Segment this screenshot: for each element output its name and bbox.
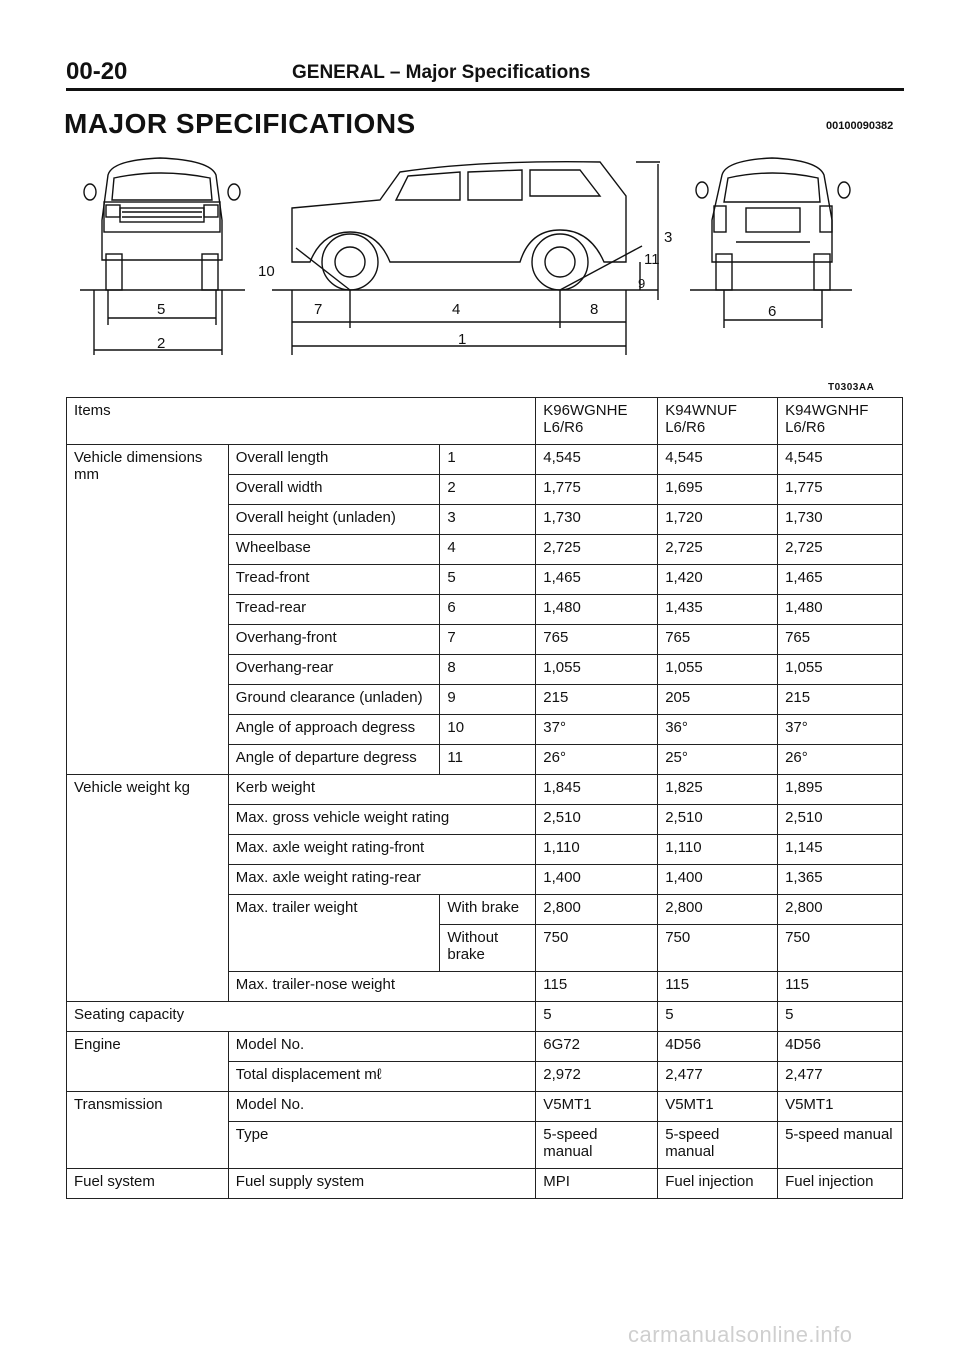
front-view <box>80 158 245 355</box>
spec-label: Model No. <box>228 1032 535 1062</box>
spec-value: 2,800 <box>658 895 778 925</box>
spec-value: 1,720 <box>658 505 778 535</box>
spec-value: 1,480 <box>536 595 658 625</box>
watermark: carmanualsonline.info <box>628 1322 853 1347</box>
spec-value: 26° <box>778 745 903 775</box>
spec-label: Tread-rear <box>228 595 440 625</box>
spec-label: Max. axle weight rating-rear <box>228 865 535 895</box>
spec-value: 750 <box>778 925 903 972</box>
spec-value: 1,400 <box>658 865 778 895</box>
spec-value: 205 <box>658 685 778 715</box>
dim-number: 7 <box>440 625 536 655</box>
spec-label: Max. trailer-nose weight <box>228 972 535 1002</box>
spec-value: 765 <box>536 625 658 655</box>
spec-value: 1,055 <box>658 655 778 685</box>
model-code: K94WGNHF <box>785 402 869 419</box>
dim-label-2: 2 <box>157 335 166 352</box>
spec-sublabel: Without brake <box>440 925 536 972</box>
spec-value: 2,477 <box>658 1062 778 1092</box>
model-code: K96WGNHE <box>543 402 628 419</box>
dim-label-1: 1 <box>458 331 467 348</box>
dim-label-8: 8 <box>590 301 599 318</box>
spec-value: 1,775 <box>778 475 903 505</box>
dim-number: 5 <box>440 565 536 595</box>
spec-value: 1,465 <box>778 565 903 595</box>
dim-number: 6 <box>440 595 536 625</box>
spec-label: Angle of departure degress <box>228 745 440 775</box>
dim-label-6: 6 <box>768 303 777 320</box>
table-row <box>67 1002 903 1032</box>
figure-code: T0303AA <box>828 382 875 393</box>
table-row <box>67 1032 903 1062</box>
spec-value: 1,435 <box>658 595 778 625</box>
spec-value: 750 <box>536 925 658 972</box>
spec-value: Fuel injection <box>778 1169 903 1199</box>
spec-value: 2,725 <box>536 535 658 565</box>
model-code: K94WNUF <box>665 402 737 419</box>
spec-value: 2,800 <box>536 895 658 925</box>
table-row <box>67 1169 903 1199</box>
spec-value: 37° <box>536 715 658 745</box>
spec-value: 1,895 <box>778 775 903 805</box>
spec-label: Max. trailer weight <box>228 895 440 972</box>
side-view <box>272 162 660 355</box>
spec-label: Wheelbase <box>228 535 440 565</box>
spec-label: Overall width <box>228 475 440 505</box>
spec-value: 37° <box>778 715 903 745</box>
spec-value: 4D56 <box>658 1032 778 1062</box>
spec-value: 5-speed manual <box>536 1122 658 1169</box>
table-header-row <box>67 398 903 445</box>
spec-value: 765 <box>778 625 903 655</box>
table-row <box>67 445 903 475</box>
spec-value: 4,545 <box>536 445 658 475</box>
dim-label-4: 4 <box>452 301 461 318</box>
spec-value: 1,055 <box>778 655 903 685</box>
spec-value: 1,420 <box>658 565 778 595</box>
dim-number: 11 <box>440 745 536 775</box>
spec-value: 6G72 <box>536 1032 658 1062</box>
spec-value: 1,775 <box>536 475 658 505</box>
table-row <box>67 1092 903 1122</box>
spec-value: 1,110 <box>658 835 778 865</box>
dim-label-11: 11 <box>644 251 660 268</box>
spec-label: Overhang-front <box>228 625 440 655</box>
spec-value: 2,800 <box>778 895 903 925</box>
spec-value: V5MT1 <box>778 1092 903 1122</box>
model-variant: L6/R6 <box>665 419 706 436</box>
dim-number: 4 <box>440 535 536 565</box>
spec-value: 4D56 <box>778 1032 903 1062</box>
seating-capacity-label: Seating capacity <box>67 1002 536 1032</box>
spec-value: V5MT1 <box>536 1092 658 1122</box>
specifications-table <box>66 397 903 1199</box>
dim-label-7: 7 <box>314 301 323 318</box>
spec-value: 25° <box>658 745 778 775</box>
spec-label: Type <box>228 1122 535 1169</box>
spec-value: 5-speed manual <box>778 1122 903 1169</box>
spec-label: Overall length <box>228 445 440 475</box>
spec-value: 2,510 <box>778 805 903 835</box>
spec-label: Angle of approach degress <box>228 715 440 745</box>
spec-value: 1,730 <box>536 505 658 535</box>
spec-value: 115 <box>658 972 778 1002</box>
spec-label: Tread-front <box>228 565 440 595</box>
spec-value: 215 <box>536 685 658 715</box>
spec-value: Fuel injection <box>658 1169 778 1199</box>
spec-value: 2,477 <box>778 1062 903 1092</box>
dim-number: 9 <box>440 685 536 715</box>
doc-number: 00100090382 <box>826 120 894 132</box>
model-variant: L6/R6 <box>543 419 584 436</box>
spec-value: 115 <box>536 972 658 1002</box>
spec-value: 1,730 <box>778 505 903 535</box>
vehicle-weight-label: Vehicle weight kg <box>67 775 229 1002</box>
dim-label-10: 10 <box>258 263 275 280</box>
spec-value: 5-speed manual <box>658 1122 778 1169</box>
spec-label: Max. axle weight rating-front <box>228 835 535 865</box>
dim-label-5: 5 <box>157 301 166 318</box>
spec-value: 1,400 <box>536 865 658 895</box>
spec-value: 4,545 <box>778 445 903 475</box>
dim-label-9: 9 <box>638 276 646 291</box>
vehicle-dimension-figure <box>60 150 880 370</box>
page-header <box>66 58 906 88</box>
spec-sublabel: With brake <box>440 895 536 925</box>
spec-value: 1,365 <box>778 865 903 895</box>
model-header <box>778 398 903 445</box>
spec-value: 2,510 <box>658 805 778 835</box>
page-code: 00-20 <box>66 58 128 85</box>
spec-value: 5 <box>536 1002 658 1032</box>
spec-label: Overhang-rear <box>228 655 440 685</box>
model-header <box>658 398 778 445</box>
spec-value: 1,845 <box>536 775 658 805</box>
model-header <box>536 398 658 445</box>
spec-value: 765 <box>658 625 778 655</box>
spec-value: 215 <box>778 685 903 715</box>
spec-value: 2,510 <box>536 805 658 835</box>
spec-label: Fuel supply system <box>228 1169 535 1199</box>
spec-value: 1,480 <box>778 595 903 625</box>
spec-value: 1,465 <box>536 565 658 595</box>
spec-value: 2,972 <box>536 1062 658 1092</box>
transmission-label: Transmission <box>67 1092 229 1169</box>
dim-number: 8 <box>440 655 536 685</box>
dim-number: 1 <box>440 445 536 475</box>
spec-label: Overall height (unladen) <box>228 505 440 535</box>
fuel-system-label: Fuel system <box>67 1169 229 1199</box>
spec-value: 115 <box>778 972 903 1002</box>
spec-value: V5MT1 <box>658 1092 778 1122</box>
model-variant: L6/R6 <box>785 419 826 436</box>
spec-value: 2,725 <box>778 535 903 565</box>
spec-value: 1,145 <box>778 835 903 865</box>
dim-number: 2 <box>440 475 536 505</box>
header-rule <box>66 88 904 91</box>
spec-value: 2,725 <box>658 535 778 565</box>
table-row <box>67 775 903 805</box>
spec-value: MPI <box>536 1169 658 1199</box>
spec-value: 5 <box>658 1002 778 1032</box>
spec-value: 1,110 <box>536 835 658 865</box>
spec-value: 4,545 <box>658 445 778 475</box>
spec-value: 36° <box>658 715 778 745</box>
items-header: Items <box>67 398 536 445</box>
spec-value: 1,055 <box>536 655 658 685</box>
vehicle-dimensions-label: Vehicle dimensions mm <box>67 445 229 775</box>
spec-value: 26° <box>536 745 658 775</box>
spec-value: 5 <box>778 1002 903 1032</box>
engine-label: Engine <box>67 1032 229 1092</box>
spec-label: Ground clearance (unladen) <box>228 685 440 715</box>
spec-label: Model No. <box>228 1092 535 1122</box>
spec-value: 750 <box>658 925 778 972</box>
dim-number: 3 <box>440 505 536 535</box>
dim-number: 10 <box>440 715 536 745</box>
spec-label: Max. gross vehicle weight rating <box>228 805 535 835</box>
page-title: MAJOR SPECIFICATIONS <box>64 108 416 139</box>
spec-label: Kerb weight <box>228 775 535 805</box>
dim-label-3: 3 <box>664 229 673 246</box>
spec-value: 1,695 <box>658 475 778 505</box>
spec-value: 1,825 <box>658 775 778 805</box>
section-title: GENERAL – Major Specifications <box>292 62 591 83</box>
spec-label: Total displacement mℓ <box>228 1062 535 1092</box>
